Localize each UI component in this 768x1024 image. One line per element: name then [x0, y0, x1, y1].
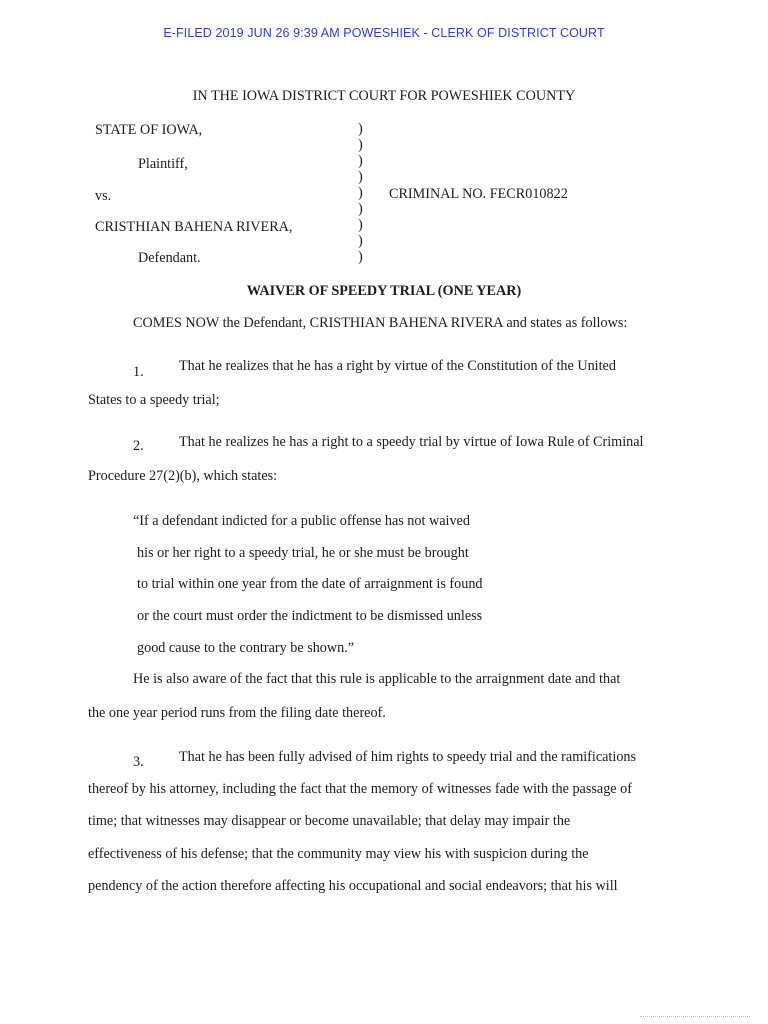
quote-line: to trial within one year from the date of arraignment is found [137, 576, 483, 592]
paragraph-number: 1. [133, 364, 144, 380]
quote-line: “If a defendant indicted for a public offense has not waived [133, 513, 470, 529]
paragraph-2-line: That he realizes he has a right to a speedy trial by virtue of Iowa Rule of Criminal [179, 434, 644, 450]
caption-paren: ) [358, 249, 363, 265]
caption-paren: ) [358, 217, 363, 233]
quote-line: his or her right to a speedy trial, he or she must be brought [137, 545, 469, 561]
paragraph-1-line: States to a speedy trial; [88, 392, 220, 408]
paragraph-2-line: Procedure 27(2)(b), which states: [88, 468, 278, 484]
caption-paren: ) [358, 137, 363, 153]
intro-paragraph: COMES NOW the Defendant, CRISTHIAN BAHENA RIVERA and states as follows: [133, 315, 628, 331]
caption-paren: ) [358, 201, 363, 217]
paragraph-3-line: That he has been fully advised of him rights to speedy trial and the ramifications [179, 749, 637, 765]
paragraph-3-line: pendency of the action therefore affecting his occupational and social endeavors; that his will [88, 878, 618, 894]
case-number: CRIMINAL NO. FECR010822 [389, 186, 568, 202]
quote-line: or the court must order the indictment to be dismissed unless [137, 608, 483, 624]
plaintiff-name: STATE OF IOWA, [95, 122, 203, 138]
defendant-name: CRISTHIAN BAHENA RIVERA, [95, 219, 293, 235]
footer-rule [640, 1016, 750, 1017]
paragraph-3-line: effectiveness of his defense; that the community may view his with suspicion during the [88, 846, 589, 862]
paragraph-3-line: thereof by his attorney, including the fact that the memory of witnesses fade with the passage of [88, 781, 632, 797]
caption-paren: ) [358, 121, 363, 137]
caption-paren: ) [358, 169, 363, 185]
caption-paren: ) [358, 233, 363, 249]
paragraph-number: 3. [133, 754, 144, 770]
caption-paren: ) [358, 153, 363, 169]
efile-stamp: E-FILED 2019 JUN 26 9:39 AM POWESHIEK - CLERK OF DISTRICT COURT [163, 26, 605, 40]
paragraph-1-line: That he realizes that he has a right by virtue of the Constitution of the United [179, 358, 616, 374]
paragraph-3-line: time; that witnesses may disappear or become unavailable; that delay may impair the [88, 813, 571, 829]
quote-line: good cause to the contrary be shown.” [137, 640, 355, 656]
document-title: WAIVER OF SPEEDY TRIAL (ONE YEAR) [246, 283, 522, 299]
versus-label: vs. [95, 188, 112, 204]
awareness-line: He is also aware of the fact that this rule is applicable to the arraignment date and that [133, 671, 621, 687]
court-heading: IN THE IOWA DISTRICT COURT FOR POWESHIEK COUNTY [192, 88, 576, 104]
awareness-line: the one year period runs from the filing date thereof. [88, 705, 386, 721]
paragraph-number: 2. [133, 438, 144, 454]
plaintiff-role: Plaintiff, [138, 156, 188, 172]
defendant-role: Defendant. [138, 250, 201, 266]
caption-paren: ) [358, 185, 363, 201]
